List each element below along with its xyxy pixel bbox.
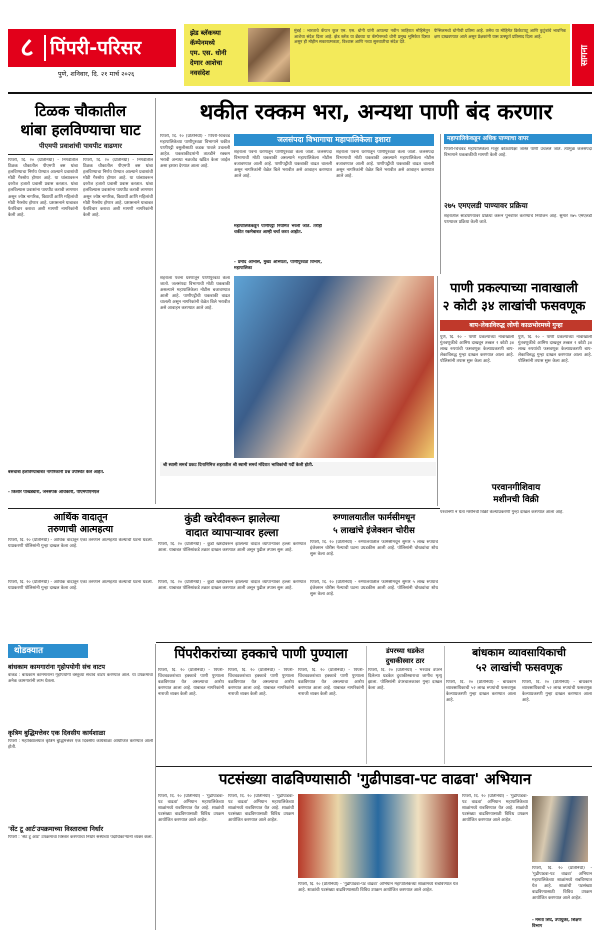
fraud-tagline: बाप-लेकाविरुद्ध लोणी काळभोरमध्ये गुन्हा	[440, 320, 592, 331]
subhead: पीएमपी प्रवाशांची पायपीट वाढणार	[39, 142, 122, 150]
brief-1-body: वाकड : बांधकाम कामगारांना गृहोपयोगी वस्तूंच्या संचाचे वाटप करण्यात आले. या उपक्रमाचा अनेक कामगारांनी लाभ घेतला.	[8, 673, 153, 685]
promo-headline: झेड ब्लॅकच्या कॅम्पेनमध्ये एम. एस. धोनी देणार आशेचा नवसंदेश	[190, 29, 227, 77]
water-rights-headline: पिंपरीकरांच्या हक्काचे पाणी पुण्याला	[174, 647, 348, 662]
briefs-column	[8, 644, 153, 930]
permission-story	[440, 482, 592, 578]
financial-headline-line-2: तरुणाची आत्महत्या	[47, 524, 114, 535]
financial-body-cont: पिंपरी, दि. २० (प्रतिनिधी) - आर्थिक वादातून एका तरुणाने आत्महत्या केल्याची घटना घडली. याप्रकरणी पोलिसांनी गुन्हा दाखल केला आहे.	[8, 580, 153, 592]
campaign-body-col2: पिंपरी, दि. २० (प्रतिनिधी) - 'गुढीपाडवा-पट वाढवा' अभियान महापालिकेच्या शाळांमध्ये राबविण्यात येत आहे. शाळांची पटसंख्या वाढविण्यासाठी विविध उपक्रम आयोजित करण्यात आले आहेत.	[228, 794, 294, 824]
story-water-rights	[158, 646, 364, 764]
pharmacy-headline-line-2: ५ लाखांचे इंजेक्शन चोरीस	[333, 526, 415, 536]
brief-3-title: 'सेंट टू आर्ट'उपक्रमाच्या विस्ताराचा निर्धार	[8, 825, 104, 833]
campaign-headline: पटसंख्या वाढविण्यासाठी 'गुढीपाडवा-पट वाढवा' अभियान	[218, 770, 532, 788]
lead-story	[160, 98, 592, 276]
promo-text-middle: मुंबई : भारताचे कॅप्टन कूल एम. एस. धोनी यांनी आपल्या नवीन जाहिरात मोहिमेतून आशेचा संदेश दिला आहे. झेड ब्लॅक या ब्रँडच्या या कॅम्पेनमध्ये धोनी प्रमुख भूमिकेत दिसत असून ही मोहीम सकारात्मकता, विश्वास आणि नव्या सुरुवातीचा संदेश देते.	[294, 28, 430, 45]
campaign-photo	[298, 794, 458, 878]
builder-headline: बांधकाम व्यावसायिकाची	[472, 647, 566, 659]
headline: टिळक चौकातील	[34, 102, 126, 120]
sidebar-title: महापालिकेकडून अधिक पाण्याचा वापर	[444, 134, 592, 144]
lead-photo	[234, 276, 434, 458]
fraud-body-col2: पुणे, दि. २० - पाणी प्रकल्पाच्या नावाखाली गुंतवणुकीचे आमिष दाखवून तब्बल २ कोटी ३४ लाख रुपयांची फसवणूक केल्याप्रकरणी बाप-लेकाविरुद्ध गुन्हा दाखल करण्यात आला आहे. पोलिसांनी तपास सुरू केला आहे.	[518, 335, 592, 365]
lead-intro: पिंपरी, दि. २० (प्रतिनिधी) - पिंपरी-चिंचवड महापालिकेच्या पाणीपुरवठा विभागाने थकीत पाणीपट्टी वसुलीसाठी कडक पावले उचलली आहेत. थकबाकीदारांनी तातडीने रक्कम भरावी अन्यथा नळजोड खंडित केला जाईल असा इशारा देण्यात आला आहे.	[160, 134, 230, 170]
fraud-headline: पाणी प्रकल्पाच्या नावाखाली	[450, 281, 578, 296]
pot-headline-line-2: वादात व्यापाऱ्यावर हल्ला	[185, 527, 279, 539]
dumper-headline: डंपरच्या धडकेत	[386, 647, 424, 655]
campaign-body-col5: पिंपरी, दि. २० (प्रतिनिधी) - 'गुढीपाडवा-पट वाढवा' अभियान महापालिकेच्या शाळांमध्ये राबविण्यात येत आहे. शाळांची पटसंख्या वाढविण्यासाठी विविध उपक्रम आयोजित करण्यात आले आहेत.	[532, 866, 592, 902]
promo-photo	[248, 28, 290, 82]
story-campaign	[158, 768, 592, 930]
water-rights-body: पिंपरी, दि. २० (प्रतिनिधी) - पिंपरी-चिंचवडकरांच्या हक्काचे पाणी पुण्याला वळविण्यात येत असल्याचा आरोप करण्यात आला आहे. याबाबत नागरिकांनी नाराजी व्यक्त केली आहे.	[158, 668, 224, 698]
sidebar-water-use	[444, 134, 592, 276]
campaign-body: पिंपरी, दि. २० (प्रतिनिधी) - 'गुढीपाडवा-पट वाढवा' अभियान महापालिकेच्या शाळांमध्ये राबविण्यात येत आहे. शाळांची पटसंख्या वाढविण्यासाठी विविध उपक्रम आयोजित करण्यात आले आहेत.	[158, 794, 224, 824]
pharmacy-body: पिंपरी, दि. २० (प्रतिनिधी) - रुग्णालयातील फार्मसीमधून सुमारे ५ लाख रुपयांचे इंजेक्शन चोरीस गेल्याची घटना उघडकीस आली आहे. पोलिसांनी चोरट्यांचा शोध सुरू केला आहे.	[310, 540, 438, 558]
story-financial-dispute	[8, 512, 153, 578]
section-title: पिंपरी-परिसर	[50, 37, 142, 59]
article-body-col2: पिंपरी, दि. २० (प्रतिनिधी) - निगडीतील टिळक चौकातील पीएमपी बस थांबा हलविण्याचा निर्णय घेण्यात आल्याने प्रवाशांची मोठी गैरसोय होणार आहे. या थांब्यावरून दररोज हजारो प्रवासी प्रवास करतात. थांबा हलविल्यास प्रवाशांना पायपीट करावी लागणार असून ज्येष्ठ नागरिक, विद्यार्थी आणि महिलांची मोठी गैरसोय होणार आहे. प्रशासनाने याबाबत फेरविचार करावा अशी मागणी नागरिकांनी केली आहे.	[83, 158, 153, 218]
fraud-story	[440, 280, 592, 480]
sidebar-body: पिंपरी-चिंचवड महापालिकेला मंजूर कोट्यापेक्षा जास्त पाणी उचलले जाते. त्यामुळे जलसंपदा विभागाने थकबाकीची मागणी केली आहे.	[444, 147, 592, 159]
pot-body-cont: पिंपरी, दि. २० (प्रतिनिधी) - कुंडी खरेदीवरून झालेल्या वादात व्यापाऱ्यावर हल्ला करण्यात आला. याबाबत पोलिसांकडे तक्रार दाखल करण्यात आली असून पुढील तपास सुरू आहे.	[158, 580, 306, 592]
section-banner	[8, 29, 176, 67]
permission-headline: परवानगीशिवाय	[491, 483, 541, 493]
campaign-body-col3: पिंपरी, दि. २० (प्रतिनिधी) - 'गुढीपाडवा-पट वाढवा' अभियान महापालिकेच्या शाळांमध्ये राबविण्यात येत आहे. शाळांची पटसंख्या वाढविण्यासाठी विविध उपक्रम आयोजित करण्यात आले आहेत.	[298, 882, 458, 894]
campaign-byline: - ममता शिंदे, उपायुक्त, शिक्षण विभाग	[532, 918, 582, 929]
water-rights-body-col3: पिंपरी, दि. २० (प्रतिनिधी) - पिंपरी-चिंचवडकरांच्या हक्काचे पाणी पुण्याला वळविण्यात येत असल्याचा आरोप करण्यात आला आहे. याबाबत नागरिकांनी नाराजी व्यक्त केली आहे.	[298, 668, 364, 698]
official-portrait	[532, 796, 588, 862]
byline: - किशोर पाखड्यारा, जनसंपर्क अधिकारी, पीएमपीएमएल	[8, 490, 100, 495]
fraud-body: पुणे, दि. २० - पाणी प्रकल्पाच्या नावाखाली गुंतवणुकीचे आमिष दाखवून तब्बल २ कोटी ३४ लाख रुपयांची फसवणूक केल्याप्रकरणी बाप-लेकाविरुद्ध गुन्हा दाखल करण्यात आला आहे. पोलिसांनी तपास सुरू केला आहे.	[440, 335, 514, 365]
promo-ad	[184, 24, 570, 86]
financial-headline: आर्थिक वादातून	[53, 512, 108, 523]
masthead-rule	[8, 92, 592, 94]
financial-body: पिंपरी, दि. २० (प्रतिनिधी) - आर्थिक वादातून एका तरुणाने आत्महत्या केल्याची घटना घडली. याप्रकरणी पोलिसांनी गुन्हा दाखल केला आहे.	[8, 538, 153, 550]
story-pharmacy-theft	[310, 512, 438, 578]
lead-body-col2: शहराला पवना धरणातून पाणीपुरवठा केला जातो. जलसंपदा विभागाची मोठी थकबाकी असल्याने महापालिकेला नोटीस बजावण्यात आली आहे. पाणीपट्टीची थकबाकी वाढत चालली असून नागरिकांनी वेळेत बिले भरावीत असे आवाहन करण्यात आले आहे.	[336, 150, 434, 180]
brief-2-title: कृत्रिम बुद्धिमत्तेवर एक दिवसीय कार्यशाळा	[8, 729, 106, 737]
lead-body: शहराला पवना धरणातून पाणीपुरवठा केला जातो. जलसंपदा विभागाची मोठी थकबाकी असल्याने महापालिकेला नोटीस बजावण्यात आली आहे. पाणीपट्टीची थकबाकी वाढत चालली असून नागरिकांनी वेळेत बिले भरावीत असे आवाहन करण्यात आले आहे.	[234, 150, 332, 180]
builder-headline-line-2: ५२ लाखांची फसवणूक	[475, 662, 563, 674]
sidebar-body-2: शहरातील सांडपाण्यावर प्रक्रिया करून पुनर्वापर करण्याचे नियोजन आहे. सुमारे २७५ एमएलडी पाण्यावर प्रक्रिया केली जाते.	[444, 214, 592, 226]
pharmacy-body-cont: पिंपरी, दि. २० (प्रतिनिधी) - रुग्णालयातील फार्मसीमधून सुमारे ५ लाख रुपयांचे इंजेक्शन चोरीस गेल्याची घटना उघडकीस आली आहे. पोलिसांनी चोरट्यांचा शोध सुरू केला आहे.	[310, 580, 438, 598]
pharmacy-headline: रुग्णालयातील फार्मसीमधून	[332, 513, 416, 523]
campaign-body-col4: पिंपरी, दि. २० (प्रतिनिधी) - 'गुढीपाडवा-पट वाढवा' अभियान महापालिकेच्या शाळांमध्ये राबविण्यात येत आहे. शाळांची पटसंख्या वाढविण्यासाठी विविध उपक्रम आयोजित करण्यात आले आहेत.	[462, 794, 528, 824]
brief-1-title: बांधकाम कामगारांना गृहोपयोगी संच वाटप	[8, 663, 105, 671]
promo-text-right: पेन्सिलमध्ये धोनीची प्रतिमा आहे. तसेच या मोहिमेत क्रिकेटपटू आणि कुटुंबांचे भावनिक क्षण दाखवण्यात आले असून प्रेक्षकांनी यास उत्स्फूर्त प्रतिसाद दिला आहे.	[434, 28, 566, 39]
brand-logo: सागना	[572, 24, 594, 86]
lead-banner: जलसंपदा विभागाचा महापालिकेला इशारा	[234, 134, 434, 146]
pot-body: पिंपरी, दि. २० (प्रतिनिधी) - कुंडी खरेदीवरून झालेल्या वादात व्यापाऱ्यावर हल्ला करण्यात आला. याबाबत पोलिसांकडे तक्रार दाखल करण्यात आली असून पुढील तपास सुरू आहे.	[158, 542, 306, 554]
masthead	[0, 0, 600, 96]
photo-caption: बसथांबा हलविण्याबाबत नागरिकांनी प्रश्न उपस्थित केले आहेत.	[8, 470, 105, 475]
lead-quote: महापालिकेकडून पाणीपट्टी नियमित भरली जाते. तरीही थकीत रकमेबाबत आम्ही चर्चा करत आहोत.	[234, 224, 322, 236]
briefs-title: थोडक्यात	[14, 646, 44, 656]
briefs-header	[8, 644, 88, 658]
lead-photo-caption: श्री स्वामी समर्थ प्रकट दिनानिमित्त शहरातील श्री स्वामी समर्थ मंदिरात भाविकांची गर्दी केली होती.	[160, 462, 436, 476]
brief-2-body: पिंपरी : महाविद्यालयात कृत्रिम बुद्धिमत्तेवर एक दिवसीय कार्यशाळा आयोजित करण्यात आली होती.	[8, 739, 153, 751]
permission-headline-line-2: मशीनची विक्री	[493, 495, 539, 505]
sidebar-subtitle: २७५ एमएलडी पाण्यावर प्रक्रिया	[444, 201, 528, 210]
fraud-headline-line-2: २ कोटी ३४ लाखांची फसवणूक	[442, 299, 586, 314]
water-rights-body-col2: पिंपरी, दि. २० (प्रतिनिधी) - पिंपरी-चिंचवडकरांच्या हक्काचे पाणी पुण्याला वळविण्यात येत असल्याचा आरोप करण्यात आला आहे. याबाबत नागरिकांनी नाराजी व्यक्त केली आहे.	[228, 668, 294, 698]
dumper-headline-line-2: दुचाकीस्वार ठार	[385, 657, 425, 665]
story-builder-fraud	[446, 646, 592, 764]
lead-quote-author: - प्रमोद ओंभासे, मुख्य अभियंता, पाणीपुरवठा विभाग, महापालिका	[234, 260, 322, 272]
article-tilak-chowk	[8, 98, 153, 506]
story-pot-dispute	[158, 512, 306, 578]
brief-3-body: पिंपरी : 'सेंट टू आर्ट' उपक्रमाचा विस्तार करण्याचा निर्धार संस्थेच्या पदाधिकाऱ्यांनी व्यक्त केला.	[8, 835, 153, 840]
headline-line-2: थांबा हलविण्याचा घाट	[20, 121, 141, 139]
pot-headline: कुंडी खरेदीवरून झालेल्या	[184, 513, 280, 525]
lead-headline: थकीत रक्कम भरा, अन्यथा पाणी बंद करणार	[199, 100, 553, 125]
builder-body-col2: पिंपरी, दि. २० (प्रतिनिधी) - बांधकाम व्यावसायिकाची ५२ लाख रुपयांची फसवणूक केल्याप्रकरणी गुन्हा दाखल करण्यात आला आहे.	[522, 680, 592, 704]
story-dumper-accident	[368, 646, 442, 764]
dumper-body: पिंपरी, दि. २० (प्रतिनिधी) - भरधाव डंपरने दिलेल्या धडकेत दुचाकीस्वाराचा जागीच मृत्यू झाला. पोलिसांनी डंपरचालकावर गुन्हा दाखल केला आहे.	[368, 668, 442, 692]
page-number: ८	[20, 33, 34, 63]
builder-body: पिंपरी, दि. २० (प्रतिनिधी) - बांधकाम व्यावसायिकाची ५२ लाख रुपयांची फसवणूक केल्याप्रकरणी गुन्हा दाखल करण्यात आला आहे.	[446, 680, 516, 704]
dateline: पुणे, शनिवार, दि. २१ मार्च २०२६	[58, 70, 135, 78]
lead-col-left: शहराला पवना धरणातून पाणीपुरवठा केला जातो. जलसंपदा विभागाची मोठी थकबाकी असल्याने महापालिकेला नोटीस बजावण्यात आली आहे. पाणीपट्टीची थकबाकी वाढत चालली असून नागरिकांनी वेळेत बिले भरावीत असे आवाहन करण्यात आले आहे.	[160, 276, 230, 312]
permission-body: परवानगी न घेता मशीनची विक्री केल्याप्रकरणी गुन्हा दाखल करण्यात आला आहे.	[440, 510, 564, 515]
article-body: पिंपरी, दि. २० (प्रतिनिधी) - निगडीतील टिळक चौकातील पीएमपी बस थांबा हलविण्याचा निर्णय घेण्यात आल्याने प्रवाशांची मोठी गैरसोय होणार आहे. या थांब्यावरून दररोज हजारो प्रवासी प्रवास करतात. थांबा हलविल्यास प्रवाशांना पायपीट करावी लागणार असून ज्येष्ठ नागरिक, विद्यार्थी आणि महिलांची मोठी गैरसोय होणार आहे. प्रशासनाने याबाबत फेरविचार करावा अशी मागणी नागरिकांनी केली आहे.	[8, 158, 78, 218]
